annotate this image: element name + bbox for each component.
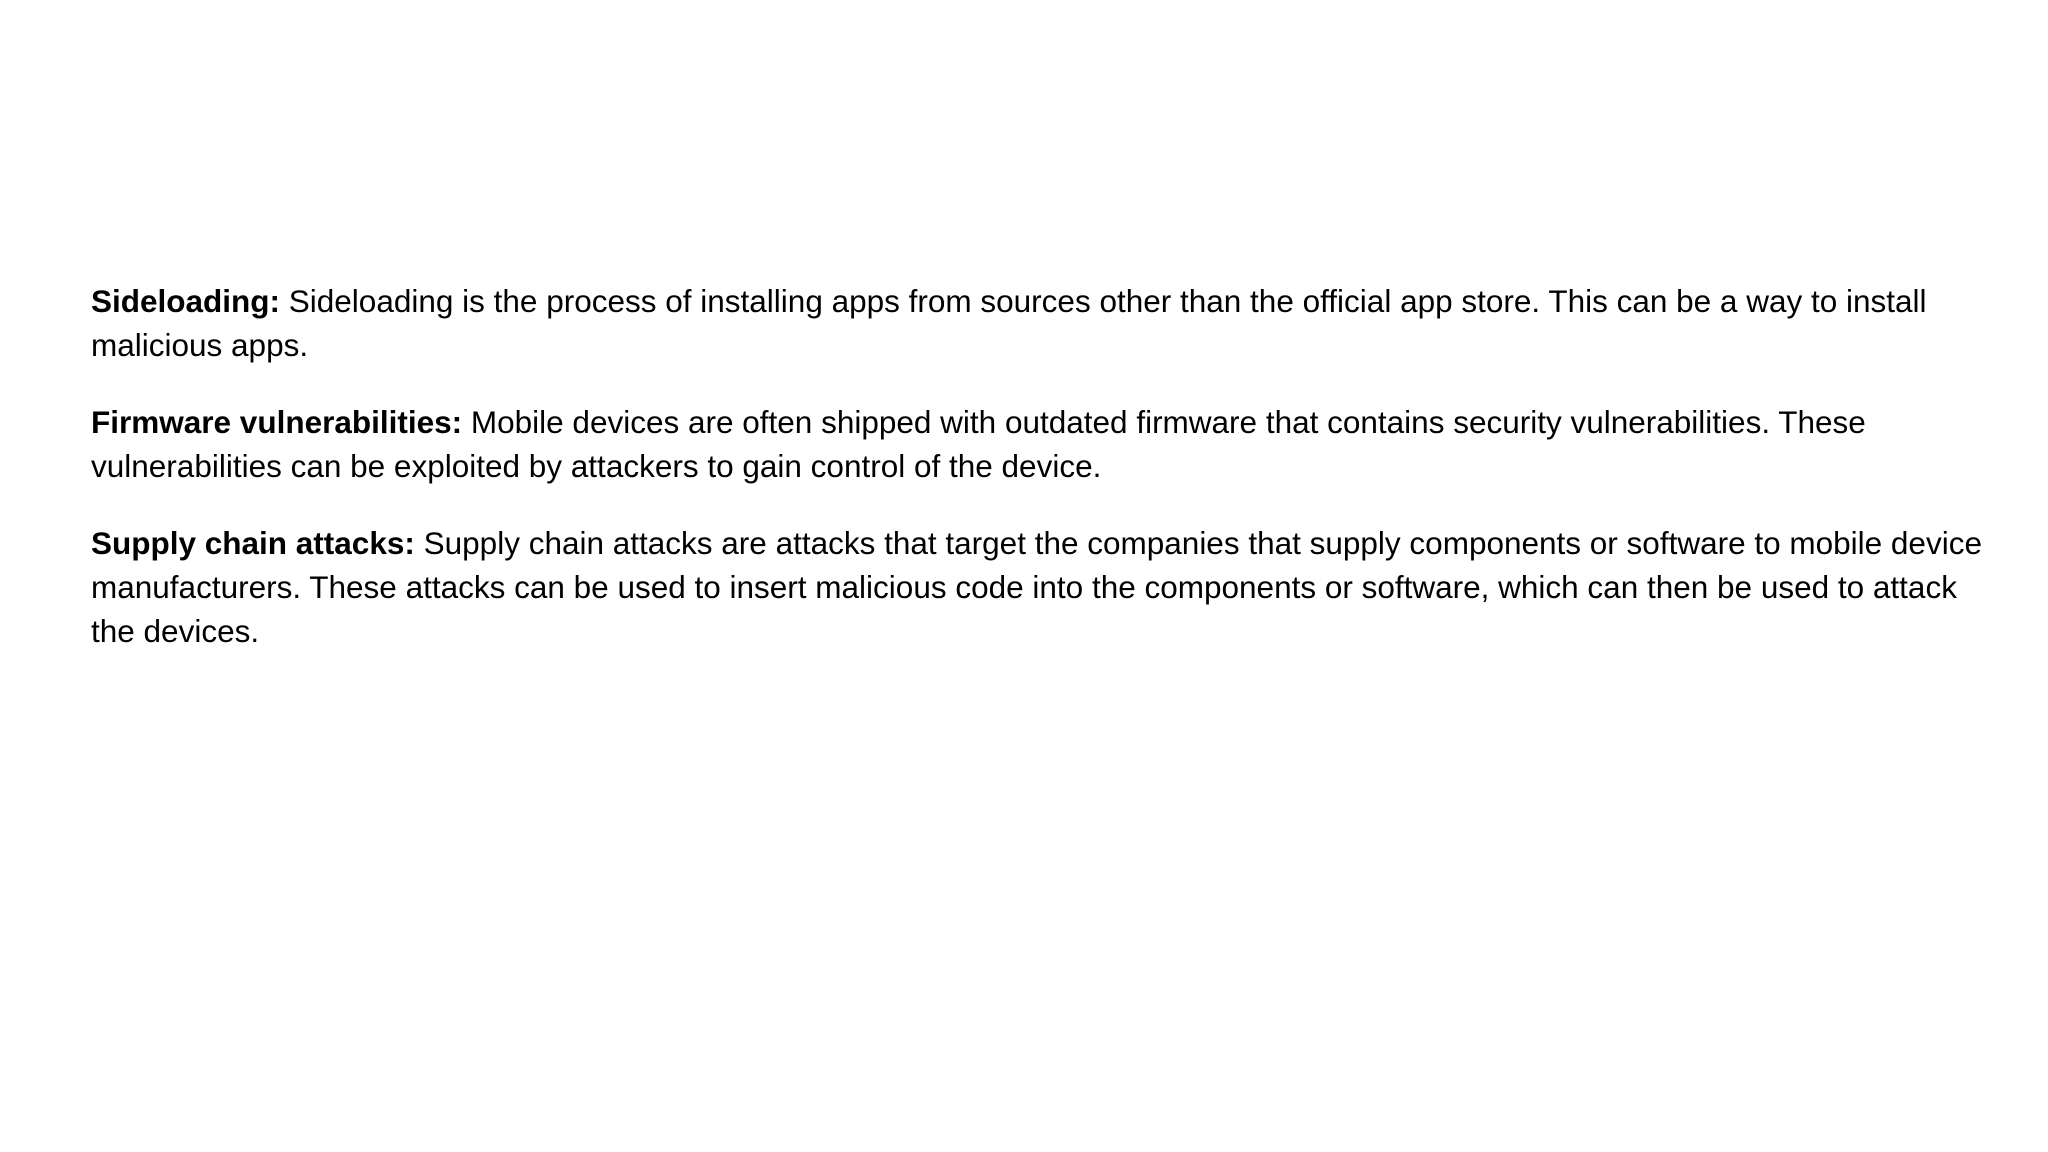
paragraph-term: Supply chain attacks: xyxy=(91,525,415,561)
paragraph-text: Mobile devices are often shipped with outdated firmware that contains security vulnerabilities. These vulnerabilities can be exploited by attackers to gain control of the device. xyxy=(91,404,1866,484)
paragraph-sideloading xyxy=(91,279,1991,367)
paragraph-supply-chain-attacks xyxy=(91,521,1991,653)
document-body xyxy=(91,279,1991,686)
paragraph-text: Sideloading is the process of installing apps from sources other than the official app store. This can be a way to install malicious apps. xyxy=(91,283,1927,363)
paragraph-term: Sideloading: xyxy=(91,283,280,319)
paragraph-text: Supply chain attacks are attacks that target the companies that supply components or software to mobile device manufacturers. These attacks can be used to insert malicious code into the components or software, which can then be used to attack the devices. xyxy=(91,525,1982,649)
paragraph-term: Firmware vulnerabilities: xyxy=(91,404,463,440)
paragraph-firmware-vulnerabilities xyxy=(91,400,1991,488)
